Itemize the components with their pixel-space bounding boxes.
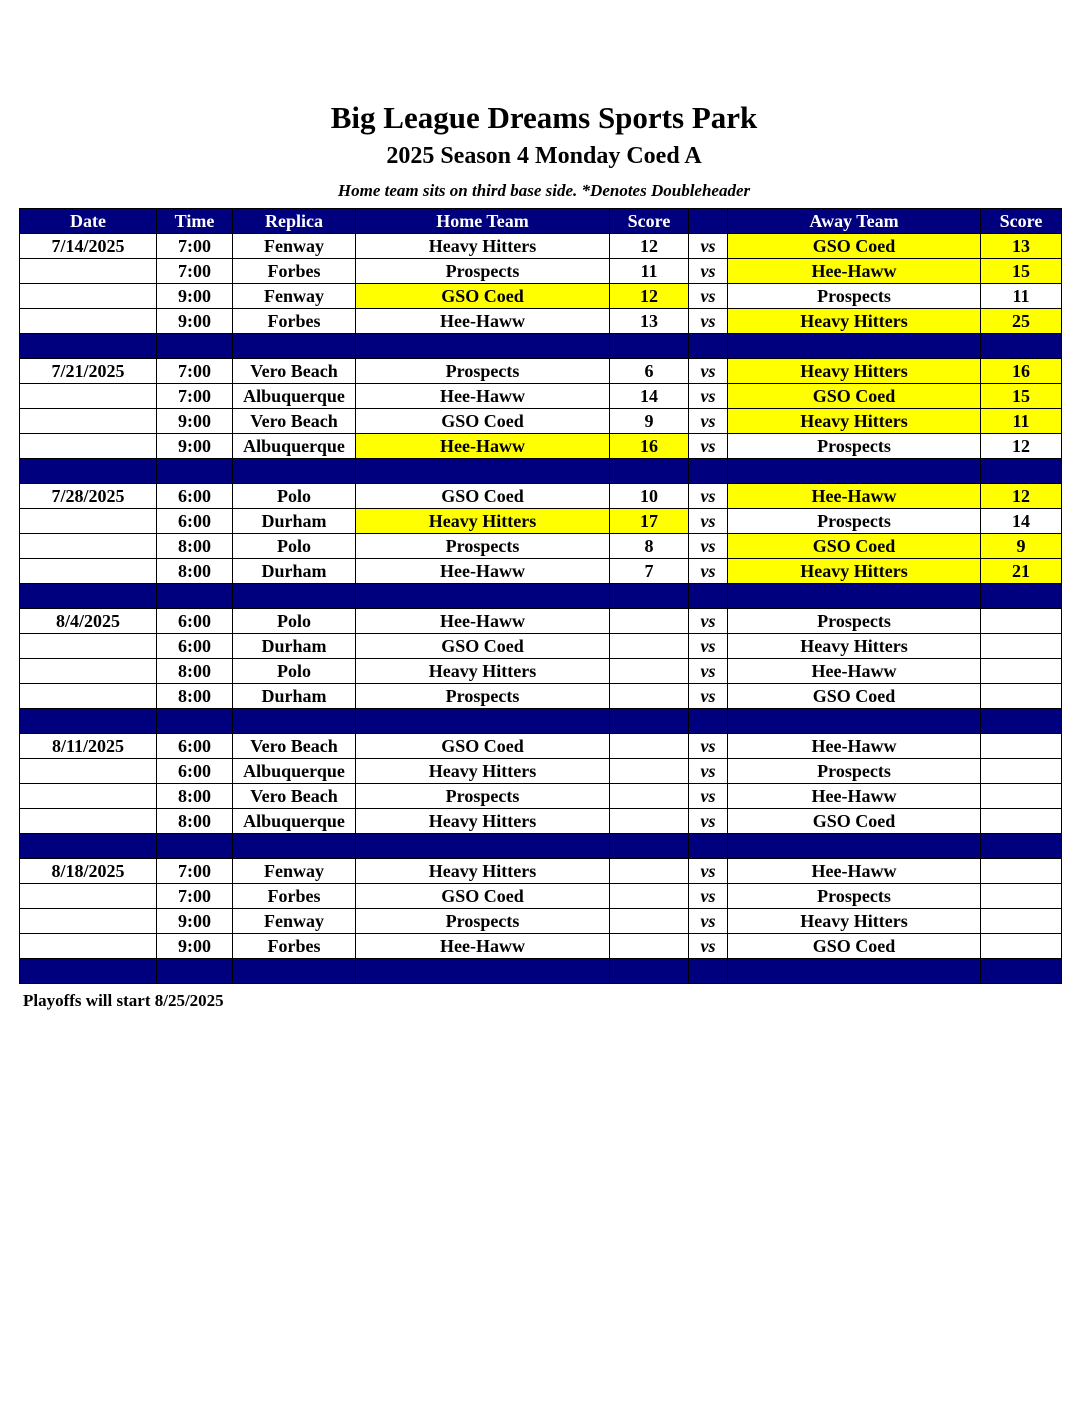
home-team-cell: Hee-Haww (356, 384, 610, 409)
replica-cell: Forbes (233, 309, 356, 334)
table-row (20, 634, 1062, 659)
schedule-body (20, 234, 1062, 984)
replica-cell: Fenway (233, 284, 356, 309)
home-team-cell: GSO Coed (356, 634, 610, 659)
away-team-cell: GSO Coed (728, 234, 981, 259)
home-team-cell: Prospects (356, 684, 610, 709)
home-score-cell (610, 609, 689, 634)
home-team-cell: Heavy Hitters (356, 859, 610, 884)
away-team-cell: GSO Coed (728, 384, 981, 409)
separator-cell (689, 459, 728, 484)
away-team-cell: Prospects (728, 759, 981, 784)
away-score-cell: 11 (981, 284, 1062, 309)
away-team-cell: Heavy Hitters (728, 909, 981, 934)
time-cell: 9:00 (157, 909, 233, 934)
away-score-cell (981, 634, 1062, 659)
date-cell (20, 284, 157, 309)
home-score-cell (610, 909, 689, 934)
away-score-cell (981, 934, 1062, 959)
away-score-cell: 14 (981, 509, 1062, 534)
date-cell (20, 409, 157, 434)
away-score-cell (981, 759, 1062, 784)
home-team-cell: GSO Coed (356, 734, 610, 759)
col-header-replica: Replica (233, 209, 356, 234)
replica-cell: Albuquerque (233, 759, 356, 784)
time-cell: 8:00 (157, 659, 233, 684)
vs-cell: vs (689, 559, 728, 584)
time-cell: 8:00 (157, 534, 233, 559)
table-row (20, 259, 1062, 284)
replica-cell: Albuquerque (233, 434, 356, 459)
home-score-cell (610, 684, 689, 709)
table-header-row (20, 209, 1062, 234)
separator-cell (157, 334, 233, 359)
week-separator-row (20, 334, 1062, 359)
away-score-cell: 15 (981, 384, 1062, 409)
table-row (20, 934, 1062, 959)
time-cell: 6:00 (157, 484, 233, 509)
separator-cell (233, 334, 356, 359)
time-cell: 8:00 (157, 784, 233, 809)
table-row (20, 659, 1062, 684)
replica-cell: Polo (233, 484, 356, 509)
time-cell: 7:00 (157, 234, 233, 259)
date-cell (20, 659, 157, 684)
replica-cell: Polo (233, 534, 356, 559)
date-cell: 7/14/2025 (20, 234, 157, 259)
separator-cell (728, 959, 981, 984)
separator-cell (356, 709, 610, 734)
table-row (20, 534, 1062, 559)
home-score-cell: 13 (610, 309, 689, 334)
replica-cell: Albuquerque (233, 384, 356, 409)
home-team-cell: Heavy Hitters (356, 759, 610, 784)
away-team-cell: Prospects (728, 609, 981, 634)
away-team-cell: Hee-Haww (728, 259, 981, 284)
away-score-cell (981, 684, 1062, 709)
col-header-vs (689, 209, 728, 234)
away-team-cell: Heavy Hitters (728, 309, 981, 334)
vs-cell: vs (689, 859, 728, 884)
date-cell (20, 559, 157, 584)
home-score-cell: 11 (610, 259, 689, 284)
table-row (20, 359, 1062, 384)
separator-cell (610, 459, 689, 484)
separator-cell (356, 834, 610, 859)
separator-cell (610, 959, 689, 984)
home-score-cell (610, 634, 689, 659)
table-row (20, 784, 1062, 809)
away-team-cell: GSO Coed (728, 534, 981, 559)
vs-cell: vs (689, 309, 728, 334)
vs-cell: vs (689, 659, 728, 684)
date-cell: 8/4/2025 (20, 609, 157, 634)
table-row (20, 309, 1062, 334)
separator-cell (610, 709, 689, 734)
away-team-cell: Hee-Haww (728, 484, 981, 509)
home-score-cell: 14 (610, 384, 689, 409)
time-cell: 6:00 (157, 734, 233, 759)
vs-cell: vs (689, 384, 728, 409)
time-cell: 8:00 (157, 559, 233, 584)
separator-cell (981, 459, 1062, 484)
date-cell: 7/28/2025 (20, 484, 157, 509)
vs-cell: vs (689, 884, 728, 909)
vs-cell: vs (689, 909, 728, 934)
home-team-cell: Hee-Haww (356, 434, 610, 459)
home-score-cell: 10 (610, 484, 689, 509)
date-cell (20, 309, 157, 334)
home-team-cell: Heavy Hitters (356, 509, 610, 534)
away-score-cell: 21 (981, 559, 1062, 584)
home-score-cell (610, 659, 689, 684)
replica-cell: Fenway (233, 859, 356, 884)
table-row (20, 684, 1062, 709)
separator-cell (20, 334, 157, 359)
separator-cell (728, 584, 981, 609)
separator-cell (233, 834, 356, 859)
time-cell: 7:00 (157, 359, 233, 384)
replica-cell: Vero Beach (233, 784, 356, 809)
table-row (20, 909, 1062, 934)
separator-cell (728, 709, 981, 734)
separator-cell (981, 959, 1062, 984)
separator-cell (356, 959, 610, 984)
replica-cell: Durham (233, 509, 356, 534)
col-header-away-score: Score (981, 209, 1062, 234)
replica-cell: Fenway (233, 234, 356, 259)
away-team-cell: Heavy Hitters (728, 409, 981, 434)
separator-cell (356, 459, 610, 484)
page-subtitle: 2025 Season 4 Monday Coed A (386, 143, 702, 169)
replica-cell: Albuquerque (233, 809, 356, 834)
home-score-cell (610, 759, 689, 784)
separator-cell (157, 459, 233, 484)
col-header-time: Time (157, 209, 233, 234)
separator-cell (981, 334, 1062, 359)
away-score-cell (981, 909, 1062, 934)
table-row (20, 809, 1062, 834)
date-cell: 7/21/2025 (20, 359, 157, 384)
table-row (20, 284, 1062, 309)
separator-cell (20, 834, 157, 859)
home-team-cell: Prospects (356, 359, 610, 384)
replica-cell: Vero Beach (233, 734, 356, 759)
home-score-cell: 16 (610, 434, 689, 459)
away-team-cell: GSO Coed (728, 934, 981, 959)
home-team-cell: Heavy Hitters (356, 234, 610, 259)
table-row (20, 409, 1062, 434)
separator-cell (728, 834, 981, 859)
col-header-home-score: Score (610, 209, 689, 234)
separator-cell (689, 959, 728, 984)
separator-cell (356, 584, 610, 609)
home-score-cell (610, 784, 689, 809)
time-cell: 7:00 (157, 384, 233, 409)
time-cell: 7:00 (157, 259, 233, 284)
date-cell (20, 634, 157, 659)
time-cell: 9:00 (157, 309, 233, 334)
replica-cell: Forbes (233, 934, 356, 959)
away-score-cell: 12 (981, 434, 1062, 459)
away-team-cell: Hee-Haww (728, 734, 981, 759)
separator-cell (728, 459, 981, 484)
home-team-cell: Heavy Hitters (356, 809, 610, 834)
week-separator-row (20, 959, 1062, 984)
away-score-cell: 16 (981, 359, 1062, 384)
separator-cell (233, 709, 356, 734)
away-team-cell: Prospects (728, 284, 981, 309)
home-score-cell: 12 (610, 234, 689, 259)
replica-cell: Durham (233, 684, 356, 709)
table-row (20, 384, 1062, 409)
separator-cell (981, 709, 1062, 734)
date-cell (20, 909, 157, 934)
vs-cell: vs (689, 234, 728, 259)
home-team-cell: GSO Coed (356, 884, 610, 909)
separator-cell (689, 584, 728, 609)
vs-cell: vs (689, 484, 728, 509)
playoffs-note: Playoffs will start 8/25/2025 (23, 991, 224, 1010)
table-row (20, 434, 1062, 459)
replica-cell: Durham (233, 559, 356, 584)
home-team-cell: Prospects (356, 259, 610, 284)
home-team-cell: Hee-Haww (356, 559, 610, 584)
home-team-cell: Heavy Hitters (356, 659, 610, 684)
time-cell: 7:00 (157, 859, 233, 884)
separator-cell (233, 584, 356, 609)
away-score-cell (981, 884, 1062, 909)
away-team-cell: Prospects (728, 434, 981, 459)
replica-cell: Durham (233, 634, 356, 659)
separator-cell (157, 959, 233, 984)
week-separator-row (20, 834, 1062, 859)
time-cell: 8:00 (157, 684, 233, 709)
separator-cell (356, 334, 610, 359)
separator-cell (610, 834, 689, 859)
week-separator-row (20, 584, 1062, 609)
vs-cell: vs (689, 759, 728, 784)
replica-cell: Polo (233, 609, 356, 634)
vs-cell: vs (689, 634, 728, 659)
vs-cell: vs (689, 409, 728, 434)
home-score-cell: 8 (610, 534, 689, 559)
away-team-cell: Hee-Haww (728, 859, 981, 884)
schedule-note: Home team sits on third base side. *Denotes Doubleheader (337, 181, 751, 200)
time-cell: 6:00 (157, 634, 233, 659)
separator-cell (981, 584, 1062, 609)
home-score-cell: 6 (610, 359, 689, 384)
vs-cell: vs (689, 934, 728, 959)
home-team-cell: Prospects (356, 909, 610, 934)
separator-cell (689, 834, 728, 859)
home-team-cell: Hee-Haww (356, 309, 610, 334)
table-row (20, 734, 1062, 759)
away-score-cell: 9 (981, 534, 1062, 559)
away-score-cell (981, 734, 1062, 759)
date-cell (20, 384, 157, 409)
table-row (20, 609, 1062, 634)
home-team-cell: Prospects (356, 784, 610, 809)
week-separator-row (20, 459, 1062, 484)
away-score-cell (981, 609, 1062, 634)
home-team-cell: Hee-Haww (356, 934, 610, 959)
date-cell (20, 534, 157, 559)
vs-cell: vs (689, 259, 728, 284)
separator-cell (20, 584, 157, 609)
table-row (20, 234, 1062, 259)
separator-cell (610, 584, 689, 609)
date-cell (20, 684, 157, 709)
home-score-cell: 12 (610, 284, 689, 309)
vs-cell: vs (689, 434, 728, 459)
separator-cell (728, 334, 981, 359)
replica-cell: Polo (233, 659, 356, 684)
table-row (20, 884, 1062, 909)
home-score-cell: 17 (610, 509, 689, 534)
separator-cell (20, 459, 157, 484)
separator-cell (157, 584, 233, 609)
replica-cell: Vero Beach (233, 359, 356, 384)
separator-cell (689, 334, 728, 359)
separator-cell (689, 709, 728, 734)
vs-cell: vs (689, 609, 728, 634)
home-team-cell: Prospects (356, 534, 610, 559)
time-cell: 9:00 (157, 434, 233, 459)
time-cell: 8:00 (157, 809, 233, 834)
home-score-cell (610, 734, 689, 759)
time-cell: 7:00 (157, 884, 233, 909)
vs-cell: vs (689, 734, 728, 759)
col-header-away-team: Away Team (728, 209, 981, 234)
vs-cell: vs (689, 784, 728, 809)
date-cell (20, 884, 157, 909)
week-separator-row (20, 709, 1062, 734)
away-score-cell: 13 (981, 234, 1062, 259)
replica-cell: Forbes (233, 259, 356, 284)
away-score-cell: 15 (981, 259, 1062, 284)
time-cell: 6:00 (157, 609, 233, 634)
away-team-cell: Hee-Haww (728, 784, 981, 809)
vs-cell: vs (689, 284, 728, 309)
time-cell: 9:00 (157, 284, 233, 309)
home-team-cell: Hee-Haww (356, 609, 610, 634)
separator-cell (20, 709, 157, 734)
replica-cell: Fenway (233, 909, 356, 934)
home-score-cell (610, 884, 689, 909)
vs-cell: vs (689, 509, 728, 534)
time-cell: 9:00 (157, 934, 233, 959)
home-team-cell: GSO Coed (356, 284, 610, 309)
date-cell: 8/11/2025 (20, 734, 157, 759)
away-score-cell (981, 859, 1062, 884)
home-score-cell (610, 934, 689, 959)
col-header-date: Date (20, 209, 157, 234)
table-row (20, 509, 1062, 534)
separator-cell (981, 834, 1062, 859)
date-cell: 8/18/2025 (20, 859, 157, 884)
table-row (20, 759, 1062, 784)
away-team-cell: Heavy Hitters (728, 359, 981, 384)
time-cell: 6:00 (157, 509, 233, 534)
vs-cell: vs (689, 359, 728, 384)
away-team-cell: Heavy Hitters (728, 634, 981, 659)
vs-cell: vs (689, 684, 728, 709)
date-cell (20, 434, 157, 459)
away-team-cell: Prospects (728, 884, 981, 909)
separator-cell (157, 709, 233, 734)
date-cell (20, 784, 157, 809)
away-score-cell (981, 659, 1062, 684)
away-team-cell: GSO Coed (728, 809, 981, 834)
time-cell: 6:00 (157, 759, 233, 784)
home-team-cell: GSO Coed (356, 484, 610, 509)
away-score-cell: 25 (981, 309, 1062, 334)
separator-cell (157, 834, 233, 859)
separator-cell (20, 959, 157, 984)
away-score-cell (981, 809, 1062, 834)
table-row (20, 559, 1062, 584)
date-cell (20, 809, 157, 834)
date-cell (20, 934, 157, 959)
separator-cell (610, 334, 689, 359)
page-title: Big League Dreams Sports Park (330, 100, 758, 135)
separator-cell (233, 459, 356, 484)
time-cell: 9:00 (157, 409, 233, 434)
vs-cell: vs (689, 809, 728, 834)
date-cell (20, 509, 157, 534)
col-header-home-team: Home Team (356, 209, 610, 234)
replica-cell: Forbes (233, 884, 356, 909)
home-team-cell: GSO Coed (356, 409, 610, 434)
vs-cell: vs (689, 534, 728, 559)
table-row (20, 484, 1062, 509)
separator-cell (233, 959, 356, 984)
away-score-cell (981, 784, 1062, 809)
home-score-cell (610, 809, 689, 834)
away-team-cell: Prospects (728, 509, 981, 534)
date-cell (20, 759, 157, 784)
date-cell (20, 259, 157, 284)
schedule-table (19, 208, 1062, 984)
away-team-cell: Heavy Hitters (728, 559, 981, 584)
home-score-cell: 7 (610, 559, 689, 584)
replica-cell: Vero Beach (233, 409, 356, 434)
away-team-cell: GSO Coed (728, 684, 981, 709)
away-team-cell: Hee-Haww (728, 659, 981, 684)
away-score-cell: 11 (981, 409, 1062, 434)
away-score-cell: 12 (981, 484, 1062, 509)
home-score-cell: 9 (610, 409, 689, 434)
home-score-cell (610, 859, 689, 884)
table-row (20, 859, 1062, 884)
